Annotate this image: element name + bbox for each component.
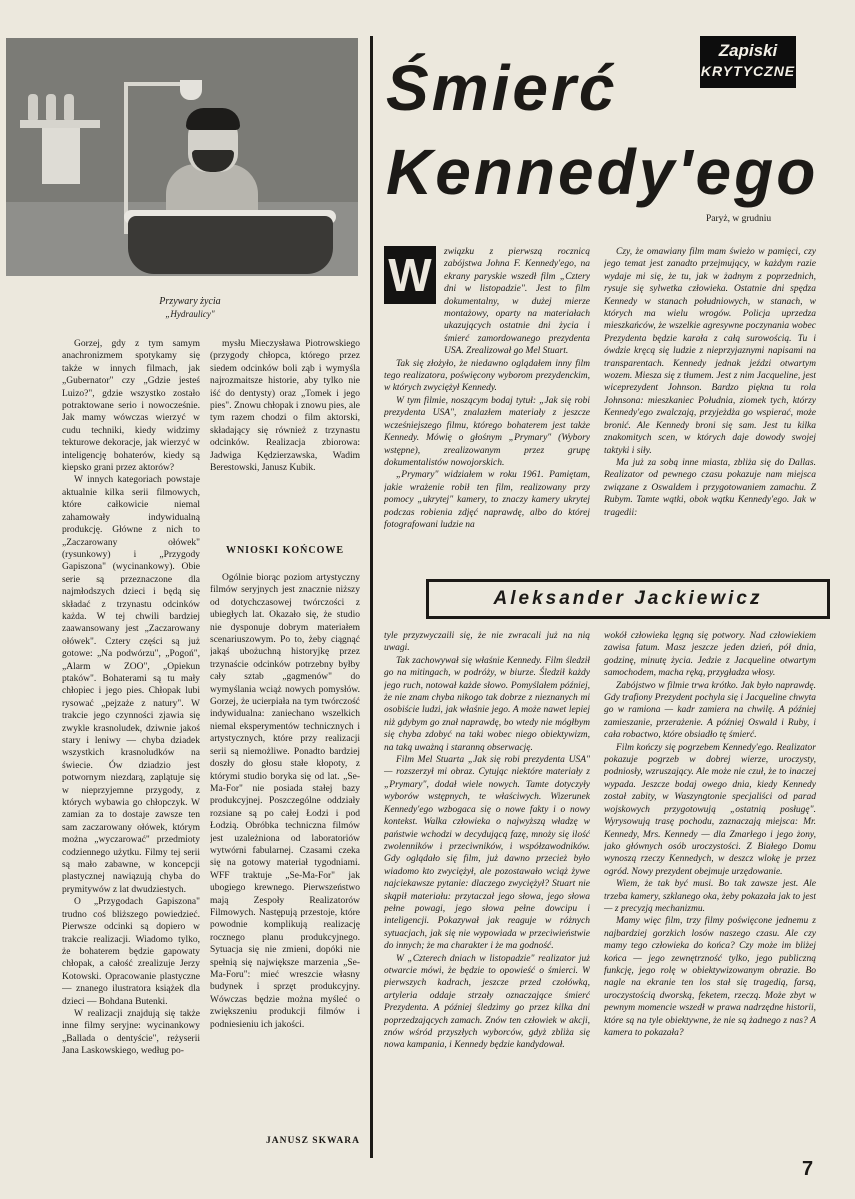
bottle [64,94,74,120]
badge-line1: Zapiski [718,41,778,60]
left-article-column-2b [210,572,360,1128]
column-divider [370,36,373,1158]
paragraph: W „Czterech dniach w listopadzie" realizator już otwarcie mówi, że będzie to opowieść o śmierci. W pierwszych kadrach, jeszcze przed czołówką, artyleria oddaje strzały oznaczające śmierć Prezydenta. A później śledzimy go przez kilka dni poprzedzających zamach. Znów ten człowiek w akcji, znów wśród przyszłych wyborców, gdyż zbliża się nowa kampania, i Kennedy będzie kandydował. [384,953,590,1051]
section-subhead: WNIOSKI KOŃCOWE [225,545,345,556]
paragraph: Ma już za sobą inne miasta, zbliża się do Dallas. Realizator od pewnego czasu pokazuje nam miejsca związane z Oswaldem i przygotowaniem zamachu. Z Rubym. Tamte wątki, obok wątku Kennedy'ego. Jak w tragedii: [604,457,816,518]
paragraph: związku z pierwszą rocznicą zabójstwa Johna F. Kennedy'ego, na ekrany paryskie wszedł film „Cztery dni w listopadzie". Jest to film dokumentalny, w dużej mierze montażowy, oparty na materiałach ukazujących ostatnie dni życia i śmierć zamordowanego prezydenta USA. Zrealizował go Mel Stuart. [444,247,590,357]
photo-caption-line1: Przywary życia [159,296,221,307]
main-article-bottom-left [384,630,590,1158]
paragraph: Zabójstwo w filmie trwa krótko. Jak było naprawdę. Gdy trafiony Prezydent pochyla się i Jacqueline chwyta go w ramiona — kadr zamiera na chwilę. A później zamieszanie, przerażenie. A później Oswald i Ruby, i cała robactwo, które obsiadło tę śmierć. [604,680,816,741]
paragraph: Tak zachowywał się właśnie Kennedy. Film śledził go na mitingach, w podróży, w biurze. Śledził każdy jego ruch, notował każde słowo. Pomyślałem później, że nie znam chyba nikogo tak dobrze z nieznanych mi osobiście ludzi, jak właśnie jego. A może nawet lepiej niż gdybym go znał naprawdę, bo wtedy nie mógłbym się chyba zdobyć na taki wobec niego obiektywizm, na taką uważną i staranną obserwację. [384,655,590,753]
puppet-hair [186,108,240,130]
dateline: Paryż, w grudniu [706,214,772,224]
shower-head [180,80,202,100]
bathtub-photo [6,38,358,276]
page-number: 7 [802,1158,814,1180]
paragraph: Czy, że omawiany film mam świeżo w pamięci, czy jego temat jest zanadto przejmujący, w każdym razie wydaje mi się, że tu, jak w żadnym z poprzednich, rysuje się sylwetka człowieka. Ostatnie dni spędza Kennedy w stanach południowych, w stanach, w których ma wielu wrogów. Policja uprzedza mieszkańców, że wszelkie agresywne poczynania wobec Prezydenta będzie karała z całą surowością. Tu i ówdzie kręcą się ludzie z nieprzyjaznymi napisami na transparentach. Kennedy jednak jeździ otwartym wozem. Miesza się z tłumem. Jest z nim Jacqueline, jest wiceprezydent Johnson. Bardzo piękna tu rola Johnsona: mieszkaniec Południa, ziomek tych, którzy Kennedy'ego zwalczają, przyjeżdża go wspierać, może bronić. Ale Kennedy broni się sam. Jest tu kilka znakomitych scen, w których daje dowody swojej taktyki i siły. [604,247,816,456]
bottle [46,94,56,120]
paragraph: Gorzej, gdy z tym samym anachronizmem spotykamy się także w innych filmach, jak „Gubernator" czy „Gdzie jesteś Luizo?", gdzie wszystko zostało potraktowane serio i nowocześnie. Jak mamy wówczas wierzyć w cudu techniki, kiedy widzimy tekturowe dekoracje, jak wierzyć w inteligencję bohaterów, kiedy są kiepsko grani przez aktorów? [62,339,200,474]
paragraph: wokół człowieka lęgną się potwory. Nad człowiekiem zawisa fatum. Masz jeszcze jeden dzień, pół dnia, godzinę, minutę życia. Jedzie z Jacqueline otwartym samochodem, macha ręką, przygładza włosy. [604,631,816,679]
paragraph: W realizacji znajdują się także inne filmy seryjne: wycinankowy „Ballada o dentyście", reżyserii Jana Laskowskiego, według po- [62,1008,200,1057]
author-bar [426,579,830,619]
wall-shelf [20,120,100,128]
paragraph: tyle przyzwyczaili się, że nie zwracali już na nią uwagi. [384,631,590,654]
paragraph: Wiem, że tak być musi. Bo tak zawsze jest. Ale trzeba kamery, szklanego oka, żeby pokazała jak to jest — z precyzją mechanizmu. [604,879,816,914]
main-article-top-left [384,246,590,560]
paragraph: O „Przygodach Gapiszona" trudno coś bliższego powiedzieć. Pierwsze odcinki są dopiero w trakcie realizacji. Wiadomo tylko, że bohaterem będzie gapowaty chłopak, a całość zrealizuje Jerzy Kotowski. Opracowanie plastyczne — znanego ilustratora książek dla dzieci — Bohdana Butenki. [62,897,200,1007]
badge-line2: KRYTYCZNE [700,63,796,79]
author-signature: JANUSZ SKWARA [265,1136,360,1146]
paragraph: Film Mel Stuarta „Jak się robi prezydenta USA" — rozszerzył mi obraz. Cytując niektóre materiały z „Prymary", dodał wiele nowych. Tamte dotyczyły wyborów wstępnych, te właściwych. Wizerunek Kennedy'ego wzbogaca się o nowe fakty i o nowy kontekst. Walka człowieka o najwyższą władzę w państwie wchodzi w decydującą fazę, mnoży się ilość zwolenników i przeciwników, i współzawodników. Gdy oglądało się film, już dawno przecież było wiadomo kto zwyciężył, ale pozostawało wciąż żywe najciekawsze pytanie: dlaczego zwyciężył? Stuart nie skąpił materiału: przytaczał jego słowa, jego słowa pełne powagi, jego słowa pełne dowcipu i inteligencji. Pokazywał jak reaguje w różnych sytuacjach, jak się nie wypowiada w przeciwieństwie do innych; że ma charakter i że ma godność. [384,755,590,952]
photo-caption [130,296,250,320]
main-article-bottom-right [604,630,816,1130]
paragraph: Ogólnie biorąc poziom artystyczny filmów seryjnych jest znacznie niższy od dotychczasowej twórczości z ubiegłych lat. Okazało się, że studio nie dysponuje dobrym materiałem scenariuszowym. Po to, żeby ciągnąć jakąś ubożuchną historyjkę przez trzynaście odcinków potrzebny byłby cały sztab „gagmenów" do wymyślania wciąż nowych pomysłów. Gorzej, że ucierpiała na tym twórczość indywidualna: zaniechano wszelkich niemal eksperymentów technicznych i artystycznych, które przy realizacji serii są niemożliwe. Ponadto bardziej doszły do głosu stałe kłopoty, z którymi studio boryka się od lat. „Se-Ma-For" nie posiada stałej bazy produkcyjnej. Poszczególne oddziały rozsiane są po całej Łodzi i pod Łodzią. Obróbka techniczna filmów jest uzależniona od laboratoriów wytwórni fabularnej. Czasami czeka się na gotowy materiał tygodniami. WFF traktuje „Se-Ma-For" jak ubogiego krewnego. Pierwszeństwo mają Zespoły Realizatorów Filmowych. Następują przestoje, które powodnie komplikują realizację rocznego planu produkcyjnego. Sytuacja się nie zmieni, dopóki nie spełnią się największe marzenia „Se-Ma-Foru": mieć wreszcie własny budynek i sprzęt produkcyjny. Wówczas będzie można myśleć o zwiększeniu produkcji filmów i podniesieniu ich jakości. [210,573,360,1030]
paragraph: Mamy więc film, trzy filmy poświęcone jednemu z najbardziej gorzkich losów naszego czasu. Ale czy mamy tego człowieka do końca? Czy może im bliżej końca — jego zewnętrzność tylko, jego publiczną funkcję, jego rolę w obiektywizowanym obrazie. Bo nagle na ekranie ten los stał się tragedią, farsą, uroczystością dworską, feketem, rzeczą. Może zbyt w pewnym momencie wszedł w prawa nadrzędne historii, które są na tyle obiektywne, że nie są żadnego z nas? A kamera to pokazała? [604,916,816,1038]
left-article-column-2 [210,338,360,474]
bathtub [128,216,333,274]
main-article-top-right [604,246,816,560]
paragraph: Film kończy się pogrzebem Kennedy'ego. Realizator pokazuje pogrzeb w dobrej wierze, uroczysty, podniosły, wzruszający. Ale może nie czuł, że to inaczej wypada. Jeszcze bodaj owego dnia, kiedy Kennedy został zabity, w Waszyngtonie specjaliści od parad wojskowych przygotowują „ostatnią posługę". Wyrysowują trasę pochodu, zaznaczają miejsca: Mr. Kennedy, Mrs. Kennedy — dla Zmarłego i jego żony, jako głównych osób uroczystości. Z Białego Domu wynoszą rzeczy Kennedych, w deszcz wlokę je przez ogród. Nowy prezydent obejmuje urzędowanie. [604,742,816,877]
hanging-towel [42,128,80,184]
author-name: Aleksander Jackiewicz [493,588,763,609]
bottle [28,94,38,120]
paragraph: „Prymary" widziałem w roku 1961. Pamiętam, jakie wrażenie robił ten film, realizowany przy pomocy „ukrytej" kamery, to znaczy kamery ukrytej podczas robienia zdjęć naprawdę, albo do której fotografowani ludzie na [384,470,590,530]
paragraph: W tym filmie, noszącym bodaj tytuł: „Jak się robi prezydenta USA", znalazłem materiały z jeszcze wcześniejszego filmu, którego bohaterem jest także Kennedy. Mówię o głośnym „Prymary" (Wybory wstępne), zrealizowanym przez grupę dokumentalistów nowojorskich. [384,395,590,468]
paragraph: mysłu Mieczysława Piotrowskiego (przygody chłopca, którego przez siedem odcinków boli ząb i wymyśla najrozmaitsze historie, aby tylko nie iść do dentysty) oraz „Tomek i jego pies". Znowu chłopak i znowu pies, ale tym razem chodzi o film aktorski, składający się również z trzynastu odcinków. Realizacja zbiorowa: Jadwiga Kędzierzawska, Wadim Berestowski, Janusz Kubik. [210,339,360,474]
title-line-2: Kennedy'ego [386,136,819,208]
paragraph: W innych kategoriach powstaje aktualnie kilka serii filmowych, które całkowicie niemal zahamowały indywidualną produkcję. Główne z nich to „Zaczarowany ołówek" (rysunkowy) i „Przygody Gapiszona" (wycinankowy). Obie serie są przeznaczone dla najmłodszych dzieci i będą się składać z trzynastu odcinków każda. W tej chwili bardziej zaawansowany jest „Zaczarowany ołówek". Cztery części są już gotowe: „Na podwórzu", „Pogoń", „Alarm w ZOO", „Opiekun ptaków". Bohaterami są tu mały chłopiec i jego pies. Chłopak lubi rysować „pejzaże z natury". W trakcie jego czynności zjawia się zwykle krasnoludek, dziwnie jakoś stary i leniwy — chyba dziadek wszystkich krasnoludków na świecie. Ów dziadzio jest potwornym niezdarą, zaplątuje się w nieprzyjemne przygody, z których wybawia go chłopczyk. W zamian za to dostaje zawsze ten sam zaczarowany ołówek, którym można „wyczarować" przedmioty codziennego użytku. Filmy tej serii są mało zabawne, w koncepcji plastycznej nawiązują chyba do prymitywów z lat dwudziestych. [62,475,200,895]
drop-cap: W [384,246,436,304]
photo-caption-line2: „Hydraulicy" [165,309,215,319]
section-badge [700,36,796,88]
left-article-column-1 [62,338,200,1158]
title-line-1: Śmierć [386,52,618,124]
paragraph: Tak się złożyło, że niedawno oglądałem inny film tego realizatora, poświęcony wyborom prezydenckim, w których zwyciężył Kennedy. [384,358,590,394]
